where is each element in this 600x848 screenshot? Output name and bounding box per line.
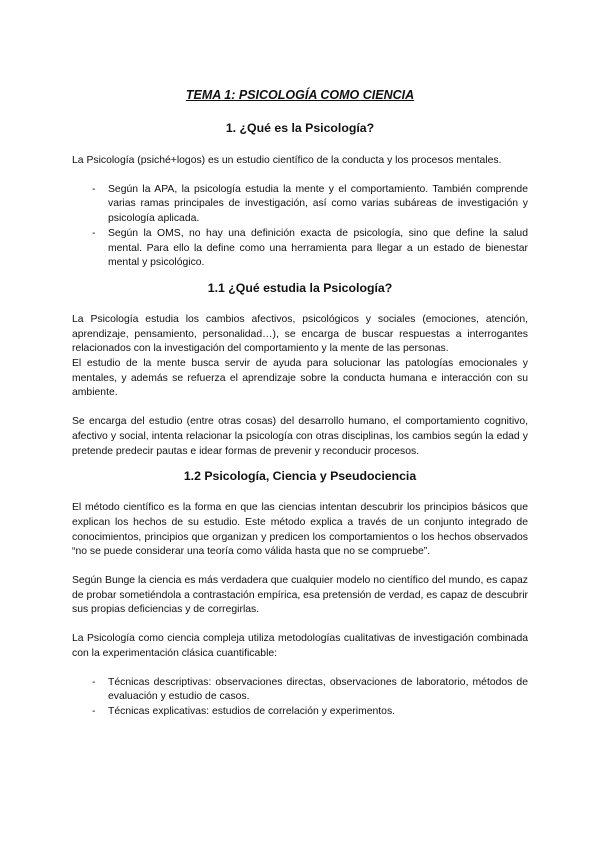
list-item: - Según la OMS, no hay una definición exacta de psicología, sino que define la salud mental. Para ello la define como una herramienta para llegar a un estado de bienestar mental y psicológico. <box>92 227 528 271</box>
section-1-list <box>72 183 528 271</box>
section-1-intro: La Psicología (psiché+logos) es un estudio científico de la conducta y los procesos mentales. <box>72 155 502 166</box>
section-1-2-list <box>72 676 528 720</box>
section-1-2-paragraph-3: La Psicología como ciencia compleja utiliza metodologías cualitativas de investigación combinada con la experimentación clásica cuantificable: <box>72 633 528 659</box>
document-title: TEMA 1: PSICOLOGÍA COMO CIENCIA <box>185 88 415 102</box>
section-1-1-paragraph-2: El estudio de la mente busca servir de ayuda para solucionar las patologías emocionales y mentales, y además se refuerza el aprendizaje sobre la conducta humana e interacción con su ambiente. <box>72 358 528 399</box>
section-1-1-heading: 1.1 ¿Qué estudia la Psicología? <box>207 280 393 295</box>
section-1-2-paragraph-1: El método científico es la forma en que las ciencias intentan descubrir los principios básicos que explican los hechos de su estudio. Este método explica a través de un conjunto integrado de conocimientos, principios que organizan y predicen los comportamientos o los hechos observados “no se puede considerar una teoría como válida hasta que no se compruebe”. <box>72 502 528 558</box>
section-1-1-paragraph-1: La Psicología estudia los cambios afectivos, psicológicos y sociales (emociones, atención, aprendizaje, pensamiento, personalidad…), se encarga de buscar respuestas a interrogantes relacionados con la investigación del comportamiento y la mente de las personas. <box>72 313 528 355</box>
section-1-2-paragraph-2: Según Bunge la ciencia es más verdadera que cualquier modelo no científico del mundo, es capaz de probar sometiéndola a contrastación empírica, esa pretensión de verdad, es capaz de descubrir sus propias deficiencias y de corregirlas. <box>72 575 528 616</box>
section-1-1-paragraph-3: Se encarga del estudio (entre otras cosas) del desarrollo humano, el comportamiento cognitivo, afectivo y social, intenta relacionar la psicología con otras disciplinas, los cambios según la edad y pretende predecir pautas e idear formas de prevenir y reconducir procesos. <box>72 416 528 457</box>
section-1-2-heading: 1.2 Psicología, Ciencia y Pseudociencia <box>183 469 417 484</box>
list-item: - Técnicas descriptivas: observaciones directas, observaciones de laboratorio, métodos de evaluación y estudio de casos. <box>92 676 528 705</box>
list-item: - Según la APA, la psicología estudia la mente y el comportamiento. También comprende varias ramas principales de investigación, así como varias subáreas de investigación y psicología aplicada. <box>92 183 528 227</box>
list-item: - Técnicas explicativas: estudios de correlación y experimentos. <box>92 705 528 720</box>
section-1-heading: 1. ¿Qué es la Psicología? <box>225 121 375 135</box>
